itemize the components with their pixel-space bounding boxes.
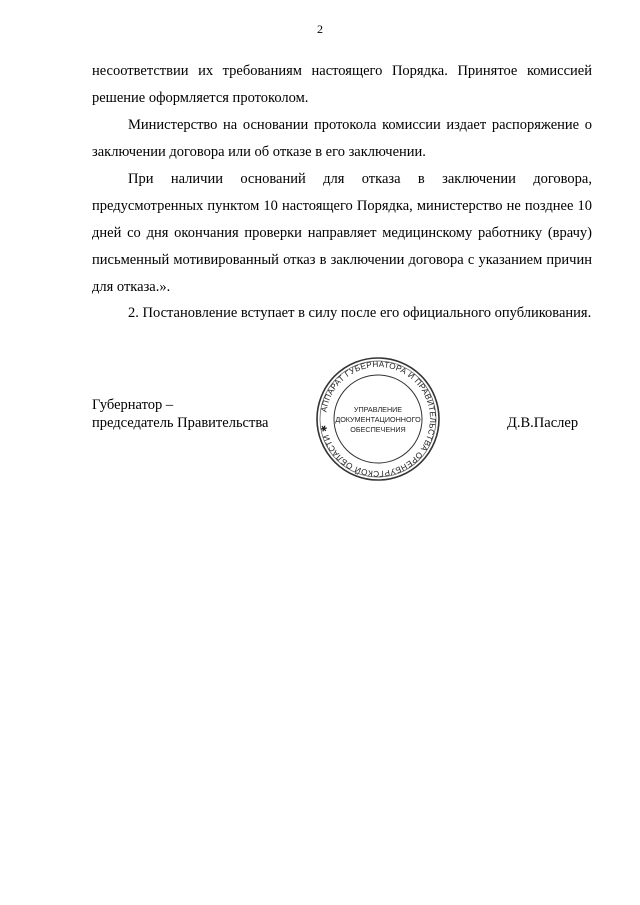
official-stamp — [308, 356, 448, 482]
paragraph-entry-into-force: 2. Постановление вступает в силу после его официального опубликования. — [128, 305, 592, 321]
paragraph-refusal: При наличии оснований для отказа в заключении договора, предусмотренных пунктом 10 настоящего Порядка, министерство не позднее 10 дней со дня окончания проверки направляет медицинскому работнику (врачу) письменный мотивированный отказ в заключении договора с указанием причин для отказа.». — [92, 171, 592, 295]
signatory-position-line1: Губернатор – — [92, 397, 174, 413]
stamp-center-line3: ОБЕСПЕЧЕНИЯ — [350, 425, 406, 434]
stamp-graphic — [308, 356, 448, 482]
stamp-ring-text: АППАРАТ ГУБЕРНАТОРА И ПРАВИТЕЛЬСТВА ОРЕНБУРГСКОЙ ОБЛАСТИ ✱ — [319, 359, 438, 479]
signatory-position — [92, 396, 268, 432]
paragraph-ministry-order: Министерство на основании протокола комиссии издает распоряжение о заключении договора или об отказе в его заключении. — [92, 117, 592, 160]
page-number: 2 — [317, 22, 323, 36]
paragraph-continuation: несоответствии их требованиям настоящего Порядка. Принятое комиссией решение оформляется протоколом. — [92, 63, 592, 106]
document-body — [92, 0, 592, 360]
signatory-name: Д.В.Паслер — [507, 415, 579, 431]
stamp-center-line2: ДОКУМЕНТАЦИОННОГО — [335, 415, 421, 424]
stamp-center-line1: УПРАВЛЕНИЕ — [353, 405, 403, 414]
signatory-position-line2: председатель Правительства — [92, 415, 269, 431]
